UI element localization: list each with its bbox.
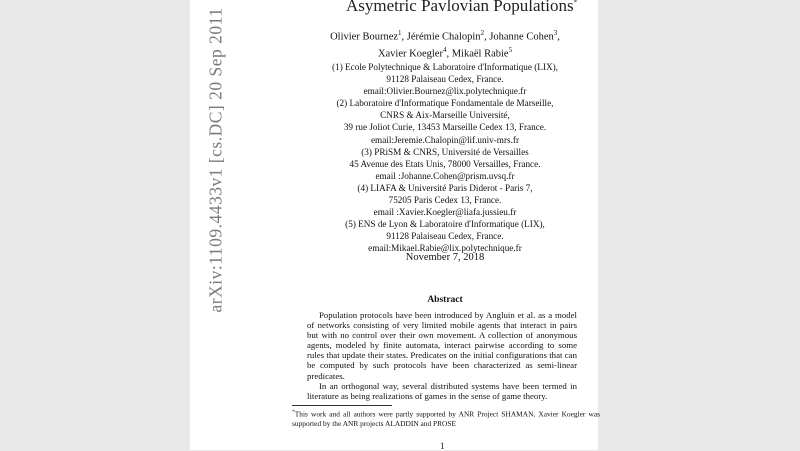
affiliation-line: (2) Laboratoire d'Informatique Fondamentale de Marseille, — [336, 98, 554, 109]
footnote-text: This work and all authors were partly supported by ANR Project SHAMAN, Xavier Koegler was supported by the ANR projects ALADDIN and PROSE — [292, 409, 600, 428]
affiliation-line: CNRS & Aix-Marseille Université, — [380, 110, 510, 121]
abstract-paragraph: In an orthogonal way, several distributed systems have been termed in literature as being realizations of games in the sense of game theory. — [307, 380, 577, 401]
author-name: Jérémie Chalopin — [406, 31, 481, 43]
affiliation-line: (1) Ecole Polytechnique & Laboratoire d'Informatique (LIX), — [332, 62, 558, 72]
paper-date: November 7, 2018 — [405, 252, 485, 263]
author-affiliation-mark: 5 — [508, 46, 513, 54]
abstract-heading: Abstract — [427, 295, 463, 305]
author-affiliation-mark: 1 — [398, 29, 402, 37]
author-separator: , — [446, 48, 452, 60]
arxiv-stamp: arXiv:1109.4433v1 [cs.DC] 20 Sep 2011 — [205, 7, 226, 313]
author-name: Johanne Cohen — [489, 31, 554, 43]
author-separator: , — [401, 31, 407, 43]
affiliation-line: 91128 Palaiseau Cedex, France. — [386, 74, 504, 85]
affiliation-line: 45 Avenue des Etats Unis, 78000 Versailles, France. — [349, 158, 541, 169]
author-affiliation-mark: 2 — [480, 29, 485, 37]
affiliation-email: email :Xavier.Koegler@liafa.jussieu.fr — [373, 207, 517, 218]
affiliation-line: 39 rue Joliot Curie, 13453 Marseille Cedex 13, France. — [343, 122, 547, 133]
author-name: Olivier Bournez — [330, 31, 399, 43]
footnote — [292, 408, 600, 428]
author-separator: , — [557, 31, 560, 43]
author-separator: , — [484, 31, 490, 43]
author-name: Xavier Koegler — [377, 48, 443, 60]
author-affiliation-mark: 3 — [553, 29, 558, 37]
affiliation-line: 91128 Palaiseau Cedex, France. — [386, 231, 504, 242]
affiliation-line: (4) LIAFA & Université Paris Diderot - Paris 7, — [357, 182, 533, 193]
affiliations — [90, 61, 800, 255]
abstract-body — [307, 310, 577, 401]
footnote-rule — [292, 405, 392, 406]
title-footnote-mark: * — [573, 0, 578, 7]
author-block — [0, 27, 800, 255]
affiliation-line: (5) ENS de Lyon & Laboratoire d'Informatique (LIX), — [345, 219, 545, 230]
affiliation-email: email:Olivier.Bournez@lix.polytechnique.fr — [363, 86, 527, 97]
abstract-paragraph: Population protocols have been introduced by Angluin et al. as a model of networks consisting of very limited mobile agents that interact in pairs but with no control over their own movement. A collection of anonymous agents, modeled by finite automata, interact pairwise according to some rules that update their states. Predicates on the initial configurations that can be computed by such protocols have been characterized as semi-linear predicates. — [307, 310, 577, 381]
affiliation-line: 75205 Paris Cedex 13, France. — [388, 195, 502, 206]
author-name: Mikaël Rabie — [451, 48, 509, 60]
affiliation-email: email:Jeremie.Chalopin@lif.univ-mrs.fr — [370, 134, 520, 145]
affiliation-email: email:Mikael.Rabie@lix.polytechnique.fr — [368, 243, 522, 254]
affiliation-line: (3) PRiSM & CNRS, Université de Versailles — [361, 146, 529, 157]
page-number: 1 — [440, 441, 445, 451]
authors-line-1 — [90, 27, 800, 44]
author-affiliation-mark: 4 — [442, 46, 447, 54]
title-text: Asymetric Pavlovian Populations — [346, 0, 574, 15]
affiliation-email: email :Johanne.Cohen@prism.uvsq.fr — [375, 170, 515, 181]
footnote-mark: * — [292, 409, 295, 415]
paper-title — [346, 0, 577, 16]
authors-line-2 — [90, 44, 800, 61]
